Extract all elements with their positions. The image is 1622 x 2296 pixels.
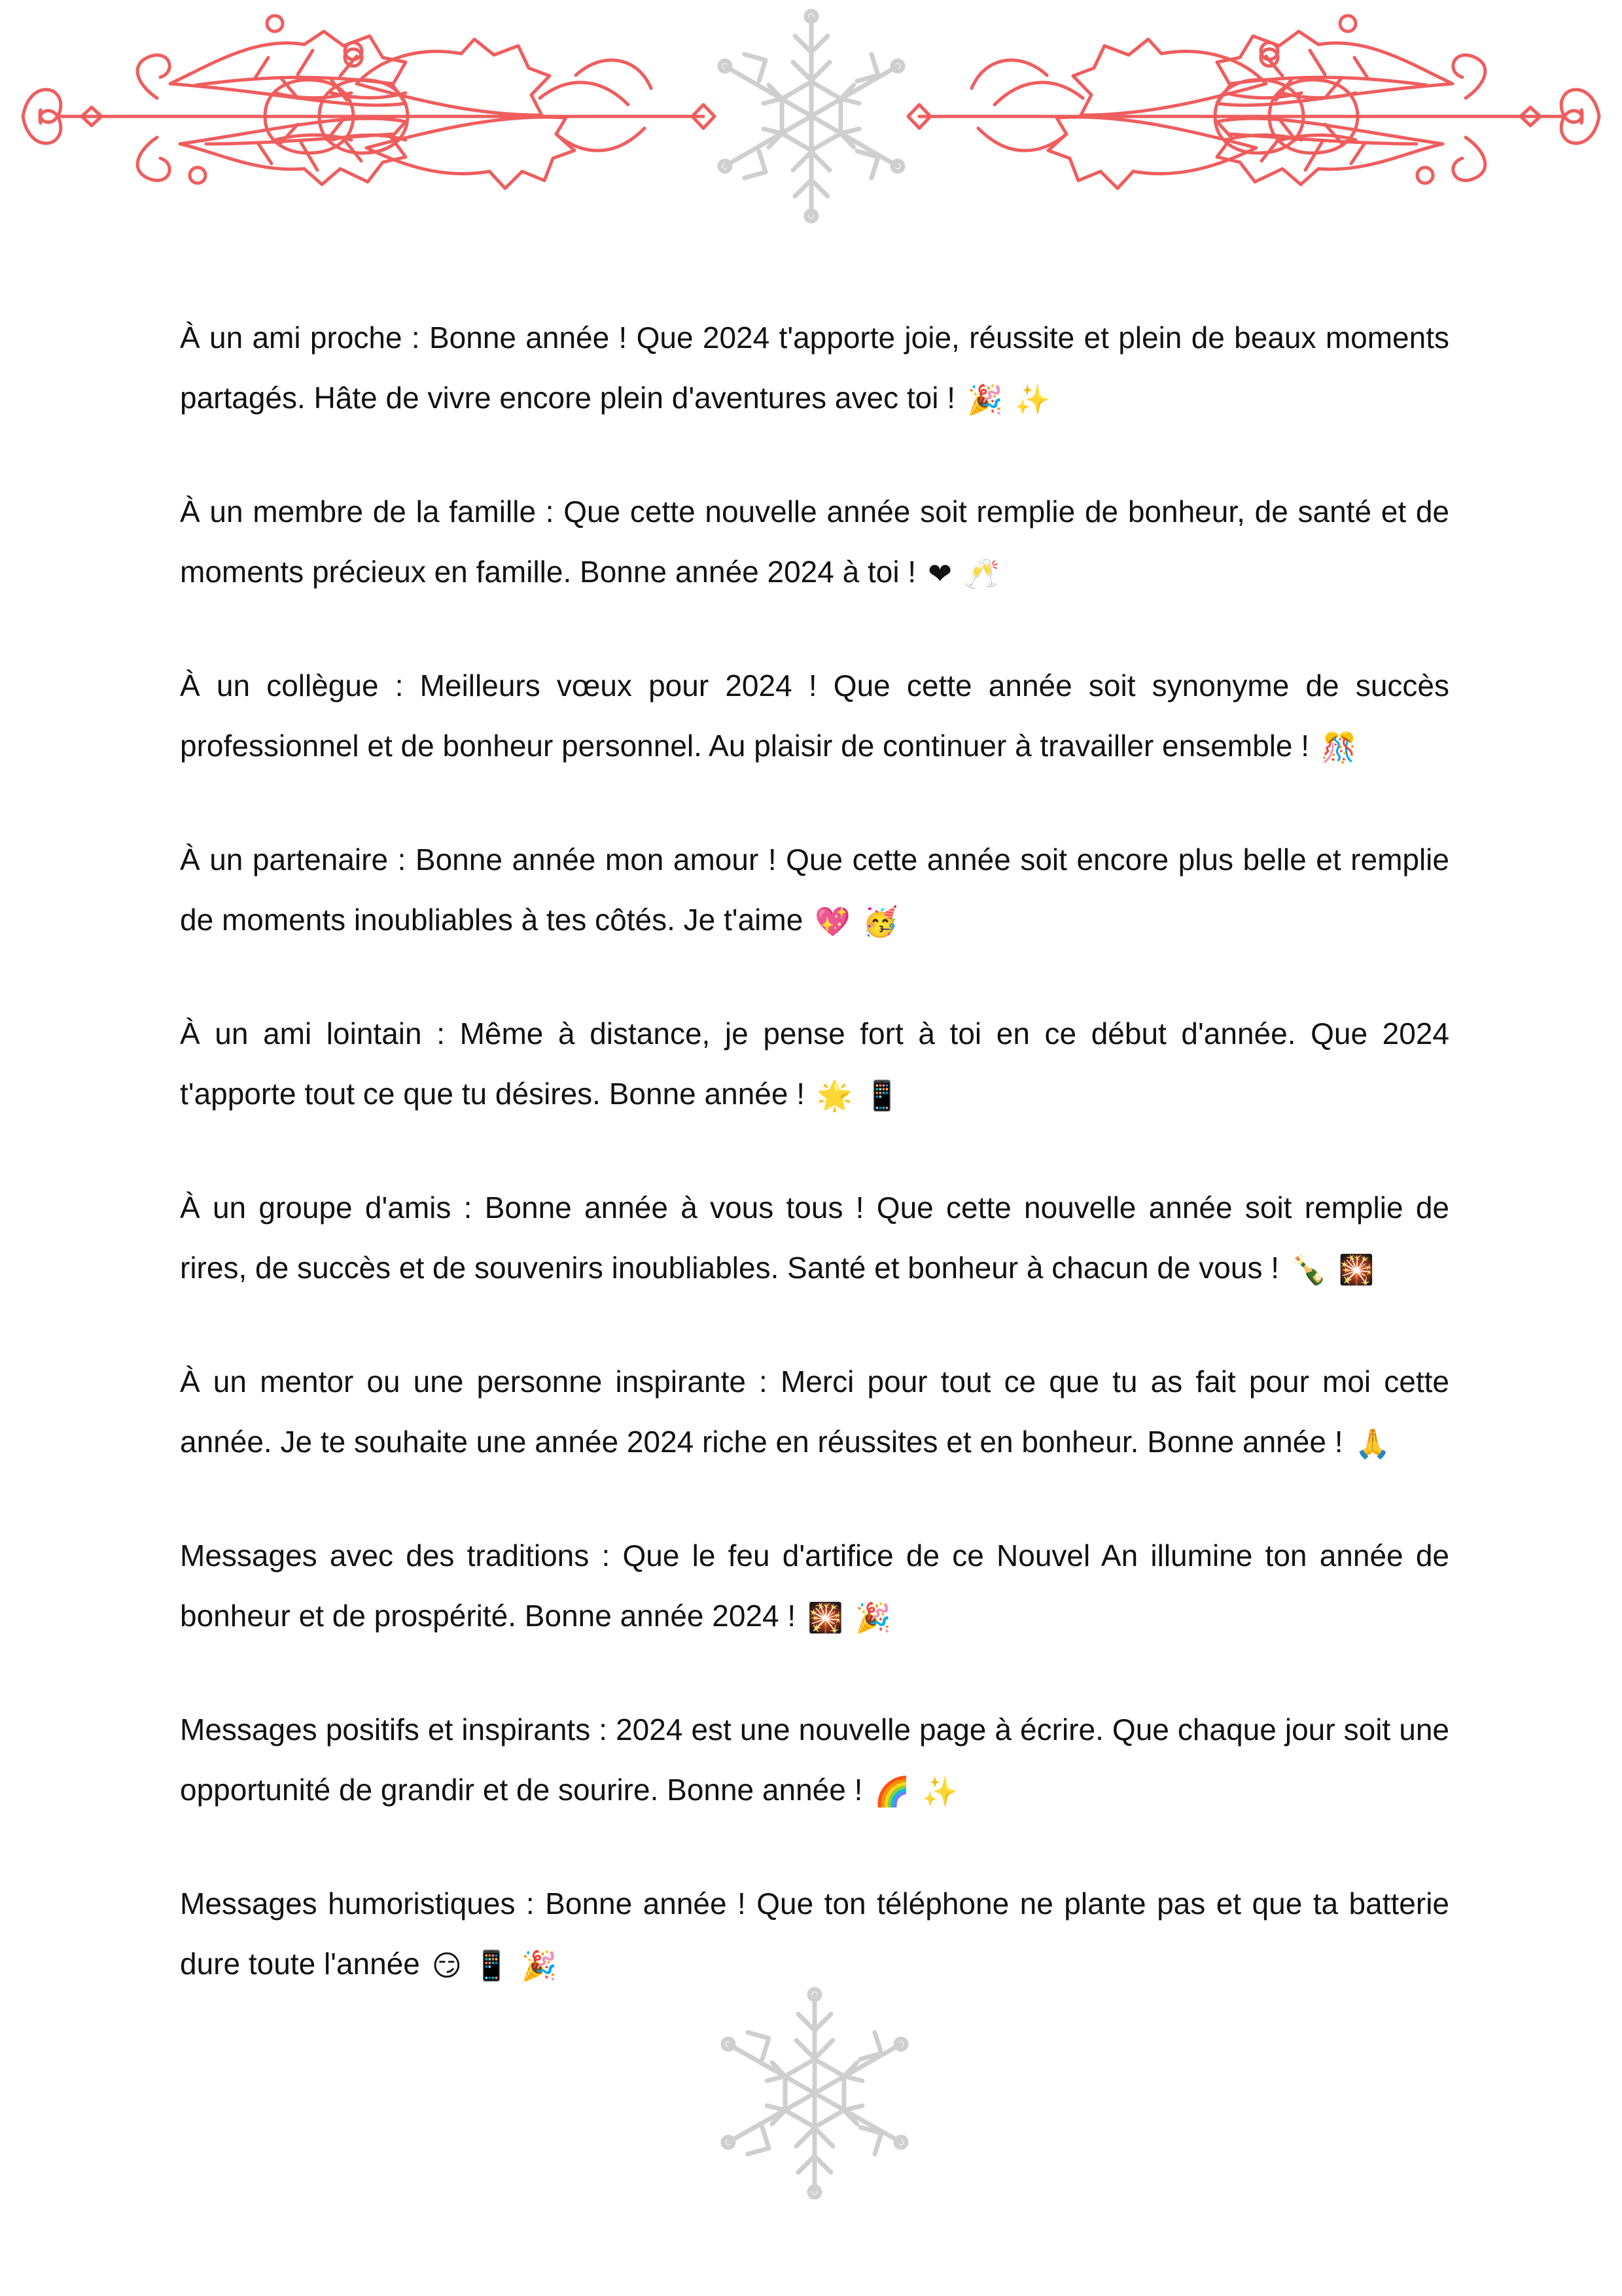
message-family-member	[180, 481, 1449, 602]
message-text: Messages humoristiques : Bonne année ! Que ton téléphone ne plante pas et que ta batterie dure toute l'année	[180, 1887, 1449, 1981]
new-year-messages	[180, 307, 1449, 2047]
clinking-glasses-icon: 🥂	[964, 557, 1000, 591]
message-text: À un partenaire : Bonne année mon amour ! Que cette année soit encore plus belle et remplie de moments inoubliables à tes côtés. Je t'aime	[180, 843, 1449, 937]
sparkler-icon: 🎇	[807, 1601, 843, 1635]
header-snowflake-icon	[720, 11, 903, 221]
smirking-face-icon: 😏	[431, 1949, 462, 1983]
message-traditions	[180, 1525, 1449, 1646]
right-berry-3	[1417, 167, 1433, 183]
message-partner	[180, 829, 1449, 950]
sparkler-icon: 🎇	[1338, 1253, 1375, 1287]
heart-icon: ❤	[928, 557, 953, 591]
right-berry-1	[1340, 16, 1356, 31]
message-text: À un mentor ou une personne inspirante : Merci pour tout ce que tu as fait pour moi cette année. Je te souhaite une année 2024 riche en réussites et en bonheur. Bonne année !	[180, 1365, 1449, 1459]
right-holly-lower-veins	[1230, 119, 1417, 170]
star-icon: 🌟	[817, 1079, 853, 1113]
mobile-phone-icon: 📱	[473, 1949, 510, 1983]
party-face-icon: 🥳	[862, 905, 898, 939]
sparkling-heart-icon: 💖	[815, 905, 851, 939]
party-popper-icon: 🎉	[855, 1601, 891, 1635]
right-holly-second-lower	[1048, 117, 1256, 188]
right-holly-upper	[1217, 31, 1453, 105]
party-popper-icon: 🎉	[967, 383, 1003, 417]
left-holly-lower-veins	[206, 119, 393, 170]
message-text: À un groupe d'amis : Bonne année à vous tous ! Que cette nouvelle année soit remplie de rires, de succès et de souvenirs inoubliables. Santé et bonheur à chacun de vous !	[180, 1191, 1449, 1285]
message-close-friend	[180, 307, 1449, 428]
party-popper-icon: 🎉	[521, 1949, 557, 1983]
message-text: À un ami proche : Bonne année ! Que 2024 t'apporte joie, réussite et plein de beaux moments partagés. Hâte de vivre encore plein d'aventures avec toi !	[180, 321, 1449, 415]
message-text: Messages positifs et inspirants : 2024 est une nouvelle page à écrire. Que chaque jour soit une opportunité de grandir et de sourire. Bonne année !	[180, 1713, 1449, 1807]
left-berry-1	[267, 16, 283, 31]
left-holly-second-lower	[366, 117, 574, 188]
message-colleague	[180, 655, 1449, 776]
champagne-icon: 🍾	[1291, 1253, 1327, 1287]
footer-snowflake-icon	[710, 1985, 919, 2201]
confetti-ball-icon: 🎊	[1321, 731, 1357, 765]
sparkles-icon: ✨	[922, 1775, 958, 1809]
message-text: À un membre de la famille : Que cette nouvelle année soit remplie de bonheur, de santé et de moments précieux en famille. Bonne année 2024 à toi !	[180, 495, 1449, 589]
message-humorous	[180, 1873, 1449, 1994]
message-mentor	[180, 1351, 1449, 1472]
message-text: À un collègue : Meilleurs vœux pour 2024 ! Que cette année soit synonyme de succès professionnel et de bonheur personnel. Au plaisir de continuer à travailler ensemble !	[180, 669, 1449, 763]
message-distant-friend	[180, 1003, 1449, 1124]
rainbow-icon: 🌈	[874, 1775, 911, 1809]
message-text: À un ami lointain : Même à distance, je pense fort à toi en ce début d'année. Que 2024 t'apporte tout ce que tu désires. Bonne année !	[180, 1017, 1449, 1111]
message-positive-inspiring	[180, 1699, 1449, 1820]
praying-hands-icon: 🙏	[1354, 1427, 1391, 1461]
mobile-phone-icon: 📱	[864, 1079, 900, 1113]
sparkles-icon: ✨	[1014, 383, 1051, 417]
left-berry-3	[190, 167, 205, 183]
holly-garland-header	[0, 0, 1622, 235]
message-text: Messages avec des traditions : Que le feu d'artifice de ce Nouvel An illumine ton année de bonheur et de prospérité. Bonne année 2024 !	[180, 1539, 1449, 1633]
message-group-of-friends	[180, 1177, 1449, 1298]
